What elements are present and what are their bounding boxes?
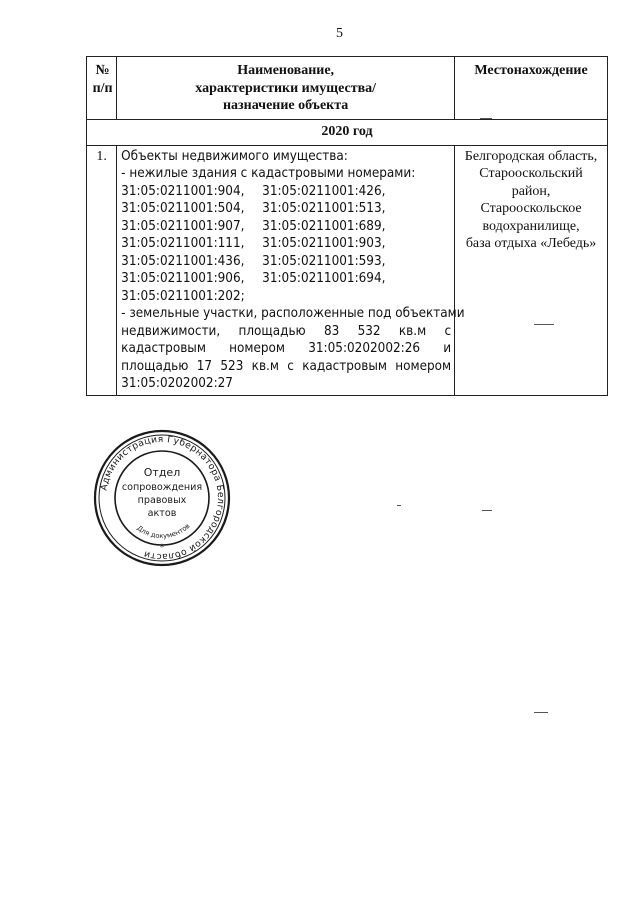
cadastral-pair: 31:05:0211001:906, 31:05:0211001:694, — [121, 271, 386, 286]
description-intro: Объекты недвижимого имущества: — [121, 148, 348, 164]
header-location: Местонахождение — [455, 57, 608, 120]
cadastral-pair: 31:05:0211001:904, 31:05:0211001:426, — [121, 183, 386, 199]
table-header-row — [87, 57, 608, 120]
scan-speck — [534, 324, 554, 325]
stamp-inner-text: Для документов — [135, 521, 192, 541]
scan-speck — [534, 712, 548, 713]
scan-speck — [482, 510, 492, 511]
land-line: кадастровым номером 31:05:0202002:26 и — [121, 341, 452, 356]
land-line: площадью 17 523 кв.м с кадастровым номером — [121, 358, 452, 374]
year-row — [87, 119, 608, 145]
header-number: № п/п — [87, 57, 117, 120]
cadastral-pair: 31:05:0211001:907, 31:05:0211001:689, — [121, 218, 386, 234]
stamp-star: * — [159, 543, 165, 553]
row-number: 1. — [87, 145, 117, 395]
page-number: 5 — [336, 26, 343, 41]
official-stamp — [92, 428, 232, 568]
scan-speck — [480, 118, 492, 119]
scan-speck — [397, 505, 401, 506]
row-location: Белгородская область, Старооскольский район, Старооскольское водохранилище, база отдыха «Лебедь» — [455, 145, 608, 395]
stamp-line: сопровождения — [121, 482, 203, 493]
cadastral-pair: 31:05:0211001:504, 31:05:0211001:513, — [121, 201, 386, 216]
cadastral-pair: 31:05:0211001:111, 31:05:0211001:903, — [121, 236, 386, 251]
stamp-line: актов — [147, 508, 177, 519]
table-row — [87, 145, 608, 395]
svg-text:Для документов — [135, 522, 191, 540]
land-last: 31:05:0202002:27 — [121, 376, 233, 391]
stamp-line: правовых — [137, 495, 187, 506]
cadastral-pair: 31:05:0211001:436, 31:05:0211001:593, — [121, 253, 386, 269]
row-description — [117, 145, 465, 395]
year-label: 2020 год — [87, 119, 608, 145]
property-table — [86, 56, 608, 396]
stamp-outer-text: Администрация Губернатора Белгородской области — [98, 433, 227, 563]
buildings-label: - нежилые здания с кадастровыми номерами: — [121, 166, 416, 181]
stamp-line: Отдел — [143, 466, 181, 479]
cadastral-last: 31:05:0211001:202; — [121, 288, 245, 304]
land-line: - земельные участки, расположенные под объектами — [121, 306, 465, 321]
land-line: недвижимости, площадью 83 532 кв.м с — [121, 323, 452, 339]
header-name: Наименование, характеристики имущества/ назначение объекта — [117, 57, 455, 120]
